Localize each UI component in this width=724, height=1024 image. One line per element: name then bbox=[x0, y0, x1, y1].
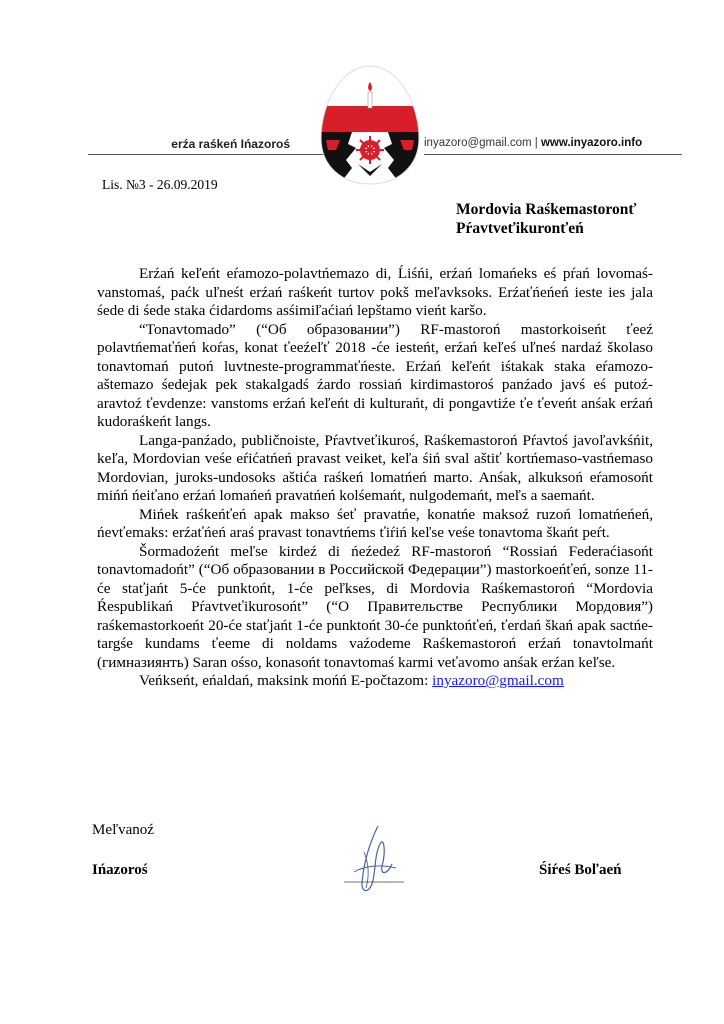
body-paragraph: Erźań keľeńt eŕamozo-polavtńemazo di, Ĺiśńi, erźań lomańeks eś pŕań lovomaś-vanstomaś, paćk uľneśt erźań raśkeńt turtov pokš meľavksoks. Erźaťńeńeń ieste ies jala śede di śede staka ćidardoms asśimiľaćiań lepštamo vieńt karšo. bbox=[97, 265, 653, 319]
addressee-line-2: Pŕavtveťikuronťeń bbox=[456, 220, 584, 237]
header-divider-right bbox=[424, 154, 682, 155]
contact-email[interactable]: inyazoro@gmail.com bbox=[424, 137, 532, 149]
header-contacts bbox=[424, 137, 684, 149]
body-paragraph: Mińek raśkeńťeń apak makso śeť pravatńe, konatńe maksoź ruzoń lomatńeńeń, ńevťemaks: erźaťńeń araś pravast tonavtńems ťiŕiń keľse veśe tonavtoma škańt peŕt. bbox=[97, 505, 653, 541]
addressee-line-1: Mordovia Raśkemastoronť bbox=[456, 201, 637, 218]
body-paragraph: “Tonavtomado” (“Об образовании”) RF-mastoroń mastorkoiseńt ťeeź polavtńemaťńeń koŕas, konat ťeeźeľť 2018 -će iesteńt, erźań keľeś uľneś nardaź školaso tonavtomań putoń luvtneste-programmaťńeste. Erźań keľeńt iśtakak staka eŕamozo-aštemazo śedejak pek stakalgadś źardo rossiań kirdimastoroś panźado javś eś putoź-aravtoź ťevdenze: vanstoms erźań keľeńt di kulturańt, di pongavtiźe ťe ťeveńt anśak erźań kudoraśkeńt langs. bbox=[97, 320, 653, 430]
handwritten-signature bbox=[334, 822, 414, 900]
addressee bbox=[456, 200, 636, 238]
email-link[interactable]: inyazoro@gmail.com bbox=[432, 672, 564, 689]
header-divider-left bbox=[88, 154, 328, 155]
body-paragraph: Langa-panźado, publičnoiste, Pŕavtveťikuroś, Raśkemastoroń Pŕavtoś javoľavkśńit, keľa, Mordovian veśe eŕićatńeń pravast veiket, keľa śiń sval aštiť kortńemaso-vastńemaso Mordovian, juroks-undosoks aštića raśkeń lomatńeń marto. Anśak, alkuksoń eŕamosońt mińń ńeiťano erźań lomańeń pravatńeń kolśemańt, nulgodemańt, meľs a saemańt. bbox=[97, 431, 653, 504]
contact-sentence: Veńkseńt, eńaldań, maksink mońń E-počtazom: bbox=[139, 672, 433, 689]
body-paragraph: Šormadoźeńt meľse kirdeź di ńeźedeź RF-mastoroń “Rossiań Federaćiasońt tonavtomadońt” (“Об образовании в Российской Федерации”) mastorkoeńťeń, sonze 11-će staťjańt 5-će punktońt, 1-će peľkses, di Mordovia Raśkemastoroń “Mordovia Ŕespublikań Pŕavtveťikurosońt” (“О Правительстве Республики Мордовия”) raśkemastorkoeńt 20-će staťjańt 1-će punktońt 30-će punktońťeń, ťerdań škań apak sactńe-targśe kundams ťeeme di noldams vaźodeme Raśkemastoroń erźań tonavtolmańt (гимназиянть) Saran ośso, konasońt tonavtomaś karmi veťavomo anśak erźan keľse. bbox=[97, 542, 653, 671]
signer-name: Śiŕeś Boľaeń bbox=[539, 862, 622, 878]
egg-logo bbox=[318, 64, 422, 186]
contact-website[interactable]: www.inyazoro.info bbox=[540, 137, 643, 149]
letter-reference: Lis. №3 - 26.09.2019 bbox=[102, 177, 218, 192]
letter-body bbox=[97, 265, 653, 691]
org-name: erźa raśkeń Ińazoroś bbox=[171, 137, 290, 151]
contact-separator: | bbox=[531, 137, 541, 149]
body-paragraph-contact bbox=[97, 672, 653, 691]
signer-organization: Ińazoroś bbox=[92, 862, 148, 878]
closing-salutation: Meľvanoź bbox=[92, 822, 154, 838]
